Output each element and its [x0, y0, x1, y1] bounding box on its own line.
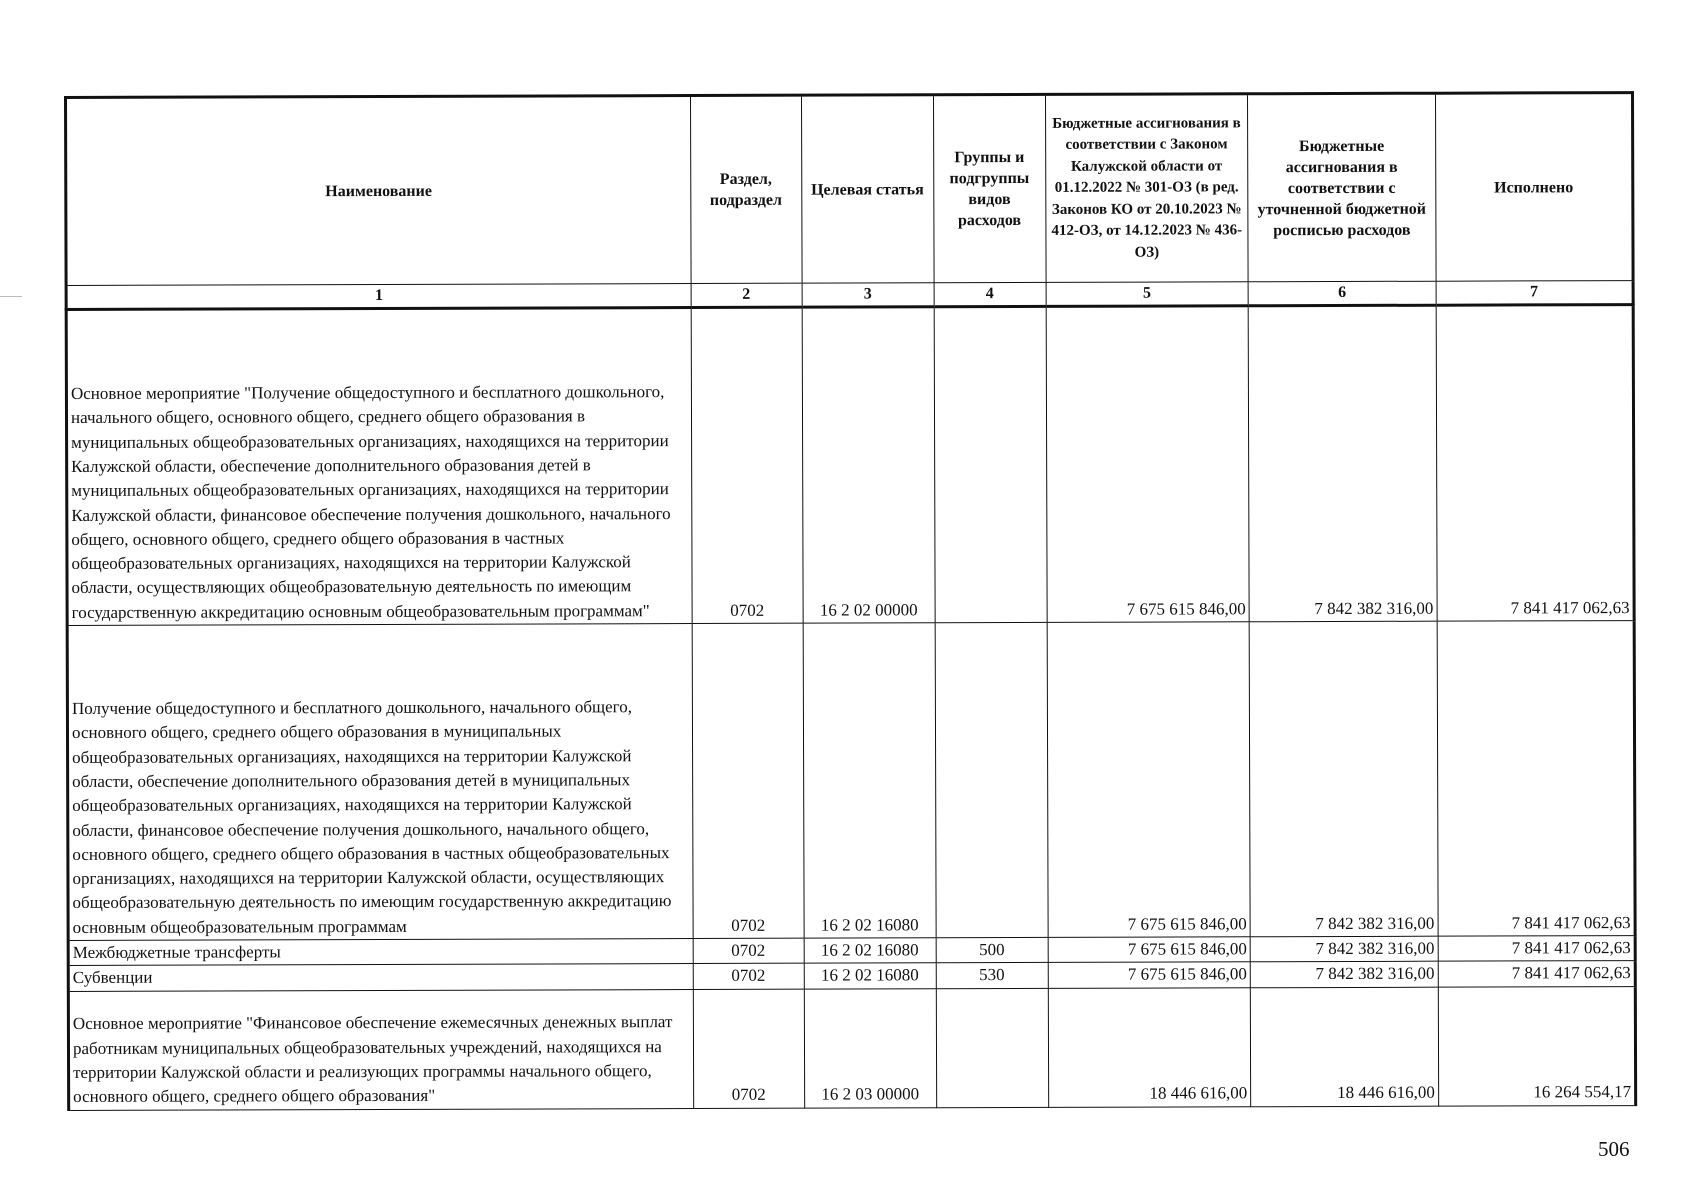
row-executed: 7 841 417 062,63	[1438, 936, 1635, 962]
row-executed: 16 264 554,17	[1438, 986, 1636, 1106]
row-name: Основное мероприятие "Получение общедоступного и бесплатного дошкольного, начального общего, основного общего, среднего общего образования в муниципальных общеобразовательных организациях, находящихся на территории Калужской области, обеспечение дополнительного образования детей в муниципальных общеобразовательных организациях, находящихся на территории Калужской области, финансовое обеспечение получения дошкольного, начального общего, основного общего, среднего общего образования в частных общеобразовательных организациях, находящихся на территории Калужской области, осуществляющих общеобразовательную деятельность по имеющим государственную аккредитацию основным общеобразовательным программам"	[66, 308, 692, 626]
row-law-allocation: 7 675 615 846,00	[1047, 622, 1251, 938]
column-number: 2	[691, 283, 802, 307]
row-refined-allocation: 7 842 382 316,00	[1249, 621, 1438, 937]
row-refined-allocation: 7 842 382 316,00	[1248, 305, 1437, 622]
header-row	[66, 93, 1634, 286]
row-group	[934, 306, 1047, 622]
margin-mark	[0, 296, 22, 297]
row-section: 0702	[693, 989, 804, 1108]
row-law-allocation: 18 446 616,00	[1048, 987, 1251, 1107]
column-number: 1	[66, 284, 691, 310]
row-refined-allocation: 7 842 382 316,00	[1250, 961, 1438, 987]
column-number: 7	[1436, 281, 1633, 306]
column-number: 4	[934, 282, 1046, 306]
row-refined-allocation: 7 842 382 316,00	[1250, 936, 1438, 962]
row-group: 530	[936, 963, 1048, 989]
row-article: 16 2 02 16080	[804, 963, 936, 989]
table-row	[66, 305, 1634, 626]
header-group: Группы и подгруппы видов расходов	[933, 94, 1046, 282]
header-section: Раздел, подраздел	[690, 95, 801, 283]
row-section: 0702	[693, 963, 804, 989]
row-name: Получение общедоступного и бесплатного дошкольного, начального общего, основного общего, среднего общего образования в муниципальных общеобразовательных организациях, находящихся на территории Калужской области, обеспечение дополнительного образования детей в муниципальных общеобразовательных организациях, находящихся на территории Калужской области, финансовое обеспечение получения дошкольного, начального общего, основного общего, среднего общего образования в частных общеобразовательных организациях, находящихся на территории Калужской области, осуществляющих общеобразовательную деятельность по имеющим государственную аккредитацию основным общеобразовательным программам	[67, 624, 693, 941]
row-section: 0702	[692, 623, 804, 938]
row-article: 16 2 03 00000	[804, 988, 937, 1107]
row-executed: 7 841 417 062,63	[1436, 305, 1634, 622]
row-section: 0702	[691, 307, 803, 623]
row-article: 16 2 02 16080	[804, 938, 936, 964]
row-group	[935, 622, 1048, 937]
row-article: 16 2 02 00000	[802, 307, 935, 623]
table-row	[67, 621, 1635, 941]
header-refined-allocation: Бюджетные ассигнования в соответствии с уточненной бюджетной росписью расходов	[1248, 93, 1436, 282]
column-number: 5	[1046, 282, 1249, 307]
row-name: Субвенции	[68, 964, 693, 991]
row-name: Межбюджетные трансферты	[68, 939, 693, 966]
row-article: 16 2 02 16080	[803, 623, 936, 938]
page-number: 506	[1598, 1137, 1630, 1161]
row-law-allocation: 7 675 615 846,00	[1048, 962, 1251, 988]
budget-table	[64, 91, 1637, 1111]
row-group: 500	[936, 937, 1048, 963]
header-law-allocation: Бюджетные ассигнования в соответствии с Законом Калужской области от 01.12.2022 № 301-ОЗ (в ред. Законов КО от 20.10.2023 № 412-ОЗ, от 14.12.2023 № 436-ОЗ)	[1045, 94, 1248, 283]
row-refined-allocation: 18 446 616,00	[1250, 987, 1438, 1107]
header-article: Целевая статья	[801, 95, 934, 283]
row-law-allocation: 7 675 615 846,00	[1046, 306, 1250, 623]
row-name: Основное мероприятие "Финансовое обеспечение ежемесячных денежных выплат работникам муниципальных общеобразовательных учреждений, находящихся на территории Калужской области и реализующих программы начального общего, основного общего, среднего общего образования"	[68, 989, 693, 1110]
row-section: 0702	[693, 938, 804, 964]
header-executed: Исполнено	[1435, 93, 1633, 282]
header-name: Наименование	[66, 96, 691, 286]
table-row	[68, 986, 1635, 1110]
column-number: 3	[802, 283, 934, 307]
row-law-allocation: 7 675 615 846,00	[1048, 937, 1251, 963]
row-executed: 7 841 417 062,63	[1437, 621, 1635, 937]
column-number: 6	[1248, 281, 1436, 306]
row-group	[936, 988, 1048, 1107]
row-executed: 7 841 417 062,63	[1438, 961, 1635, 987]
